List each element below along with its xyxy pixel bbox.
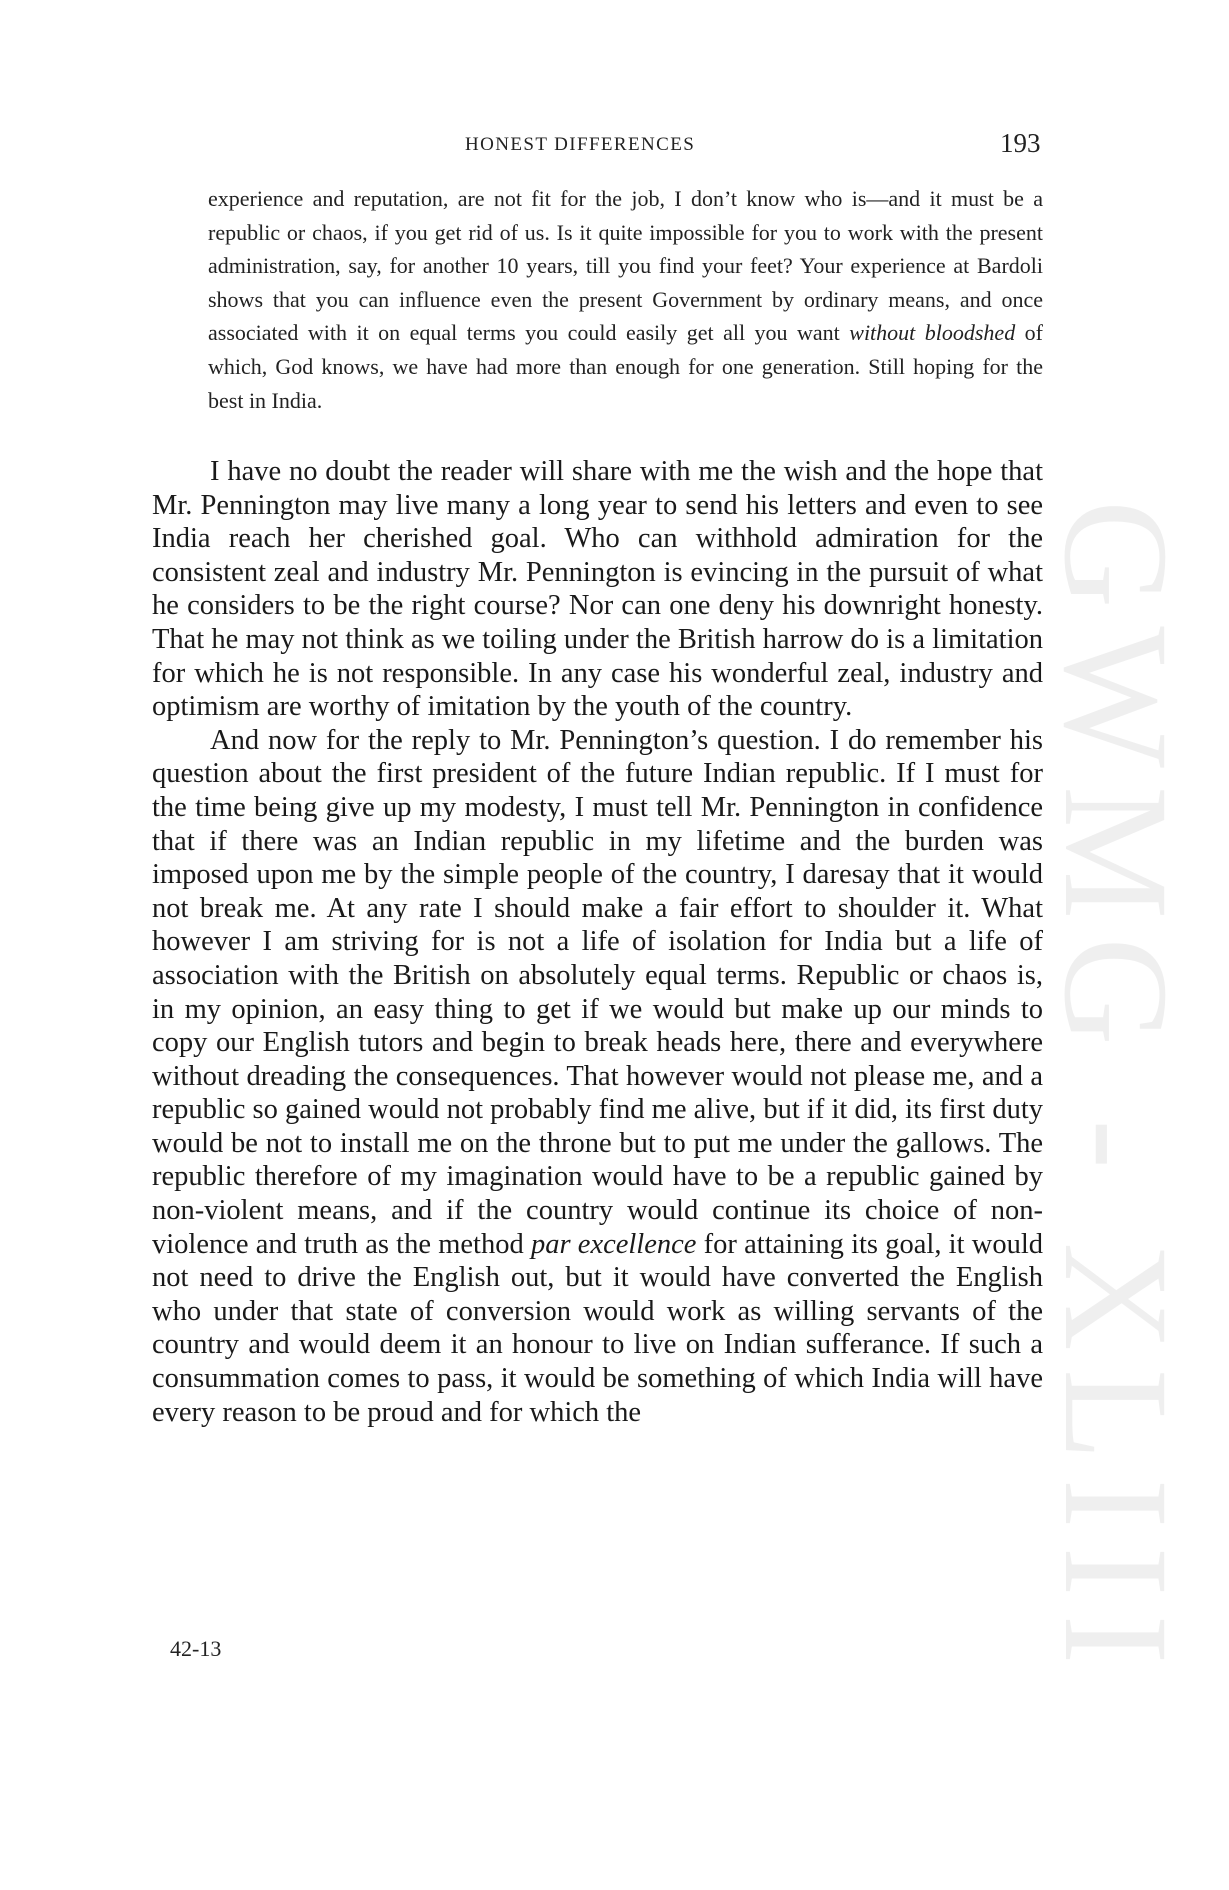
running-head: HONEST DIFFERENCES xyxy=(465,134,696,155)
quote-italic-phrase: without bloodshed xyxy=(849,320,1016,346)
paragraph-2 xyxy=(152,724,1043,1429)
quoted-letter-paragraph xyxy=(208,182,1043,417)
watermark xyxy=(1033,500,1212,1683)
paragraph-1: I have no doubt the reader will share with me the wish and the hope that Mr. Pennington may live many a long year to send his letters and even to see India reach her cherished goal. Who can withhold admiration for the consistent zeal and industry Mr. Pennington is evincing in the pursuit of what he considers to be the right course? Nor can one deny his downright honesty. That he may not think as we toiling under the British harrow do is a limitation for which he is not responsible. In any case his wonderful zeal, industry and optimism are worthy of imitation by the youth of the country. xyxy=(152,456,1043,723)
paragraph-2-start: And now for the reply to Mr. Pennington’s question. I do remember his question about the first president of the future Indian republic. If I must for the time being give up my modesty, I must tell Mr. Pennington in confidence that if there was an Indian republic in my lifetime and the burden was imposed upon me by the simple people of the country, I daresay that it would not break me. At any rate I should make a fair effort to shoulder it. What however I am striving for is not a life of isolation for India but a life of association with the British on absolutely equal terms. Republic or chaos is, in my opinion, an easy thing to get if we would but make up our minds to copy our English tutors and begin to break heads here, there and everywhere without dreading the consequences. That however would not please me, and a republic so gained would not probably find me alive, but if it did, its first duty would be not to install me on the throne but to put me under the gallows. The republic therefore of my imagination would have to be a republic gained by non-violent means, and if the country would continue its choice of non-violence and truth as the method xyxy=(152,724,1043,1260)
signature-mark: 42-13 xyxy=(170,1636,222,1661)
paragraph-2-italic: par excellence xyxy=(530,1228,697,1260)
watermark-text: GWMG - XLIII xyxy=(1033,500,1199,1683)
quote-text-end: of which, God knows, we have had more than enough for one generation. Still hoping for the best in India. xyxy=(208,320,1044,413)
body-text xyxy=(152,455,1043,1429)
paragraph-2-end: for attaining its goal, it would not need to drive the English out, but it would have converted the English who under that state of conversion would work as willing servants of the country and would deem it an honour to live on Indian sufferance. If such a consummation comes to pass, it would be something of which India will have every reason to be proud and for which the xyxy=(152,1228,1043,1428)
quoted-letter xyxy=(208,182,1043,417)
quote-text-start: experience and reputation, are not fit for the job, I don’t know who is—and it must be a republic or chaos, if you get rid of us. Is it quite impossible for you to work with the present administration, say, for another 10 years, till you find your feet? Your experience at Bardoli shows that you can influence even the present Government by ordinary means, and once associated with it on equal terms you could easily get all you want xyxy=(208,186,1043,346)
page-number: 193 xyxy=(1000,128,1041,158)
